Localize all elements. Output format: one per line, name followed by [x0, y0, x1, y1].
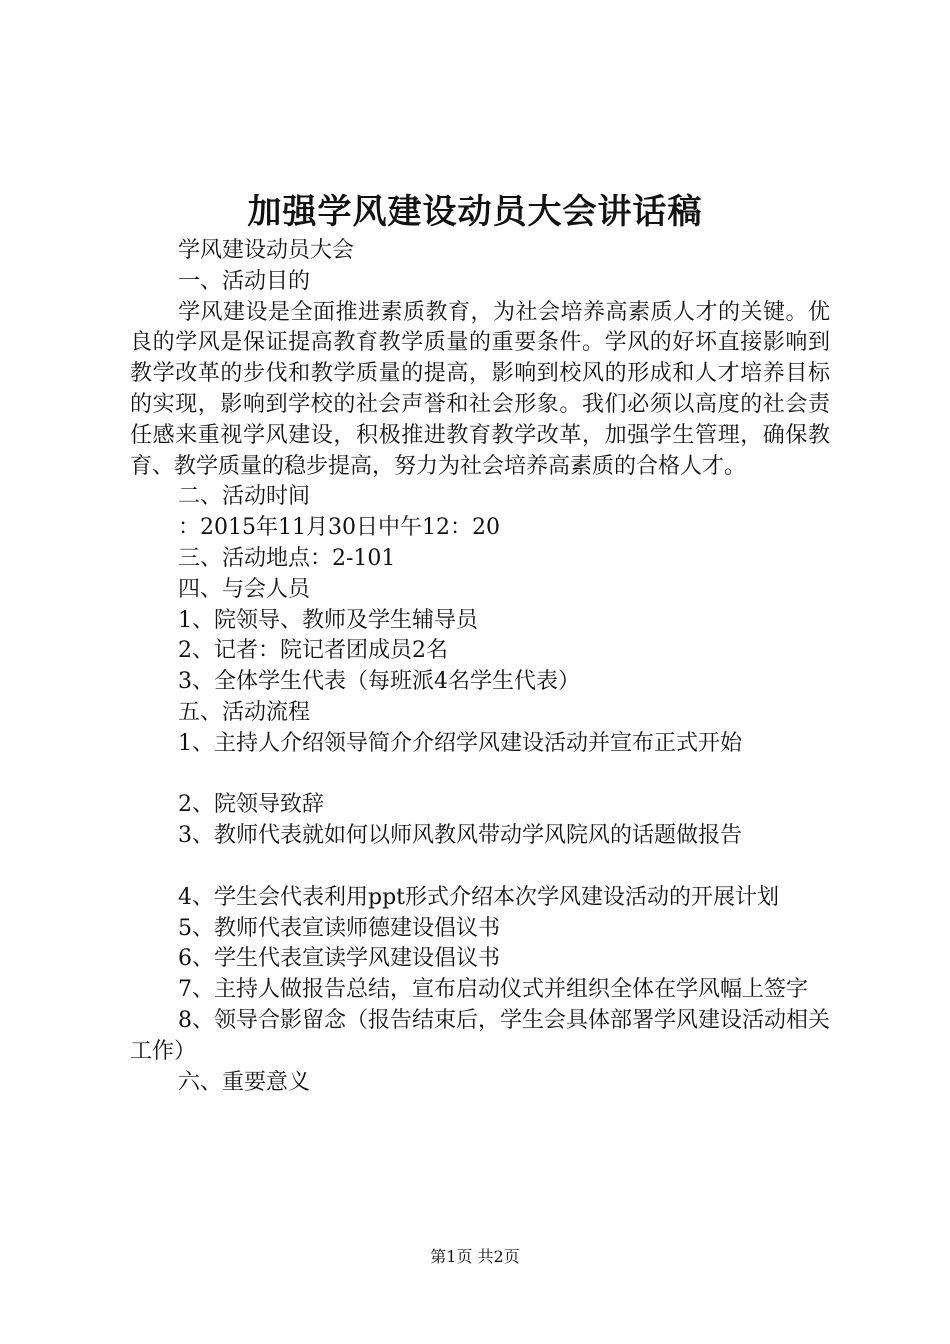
attendee-item: 3、全体学生代表（每班派4名学生代表） [178, 669, 580, 695]
page-footer: 第1页 共2页 [430, 1247, 520, 1266]
flow-item: 6、学生代表宣读学风建设倡议书 [178, 946, 500, 972]
flow-item: 2、院领导致辞 [178, 792, 324, 818]
event-time: ：2015年11月30日中午12：20 [178, 515, 500, 541]
section-heading-significance: 六、重要意义 [178, 1069, 311, 1095]
flow-item: 7、主持人做报告总结，宣布启动仪式并组织全体在学风幅上签字 [178, 977, 808, 1003]
attendee-item: 1、院领导、教师及学生辅导员 [178, 607, 478, 633]
purpose-paragraph: 学风建设是全面推进素质教育，为社会培养高素质人才的关键。优良的学风是保证提高教育教学质量的重要条件。学风的好坏直接影响到教学改革的步伐和教学质量的提高，影响到校风的形成和人才培养目标的实现，影响到学校的社会声誉和社会形象。我们必须以高度的社会责任感来重视学风建设，积极推进教育教学改革，加强学生管理，确保教育、教学质量的稳步提高，努力为社会培养高素质的合格人才。 [130, 299, 830, 479]
flow-item: 3、教师代表就如何以师风教风带动学风院风的话题做报告 [178, 823, 742, 849]
section-location: 三、活动地点：2-101 [178, 545, 396, 571]
attendee-item: 2、记者：院记者团成员2名 [178, 638, 448, 664]
blank-line [130, 852, 830, 883]
flow-item: 8、领导合影留念（报告结束后，学生会具体部署学风建设活动相关工作） [130, 1007, 830, 1064]
section-heading-attendees: 四、与会人员 [178, 576, 311, 602]
flow-item: 4、学生会代表利用ppt形式介绍本次学风建设活动的开展计划 [178, 884, 780, 910]
event-name: 学风建设动员大会 [178, 238, 355, 263]
document-body [130, 236, 830, 1098]
section-heading-time: 二、活动时间 [178, 484, 311, 510]
document-title: 加强学风建设动员大会讲话稿 [247, 192, 703, 232]
section-heading-purpose: 一、活动目的 [178, 268, 311, 294]
blank-line [130, 760, 830, 791]
flow-item: 1、主持人介绍领导简介介绍学风建设活动并宣布正式开始 [178, 730, 742, 756]
flow-item: 5、教师代表宣读师德建设倡议书 [178, 915, 500, 941]
section-heading-flow: 五、活动流程 [178, 699, 311, 725]
